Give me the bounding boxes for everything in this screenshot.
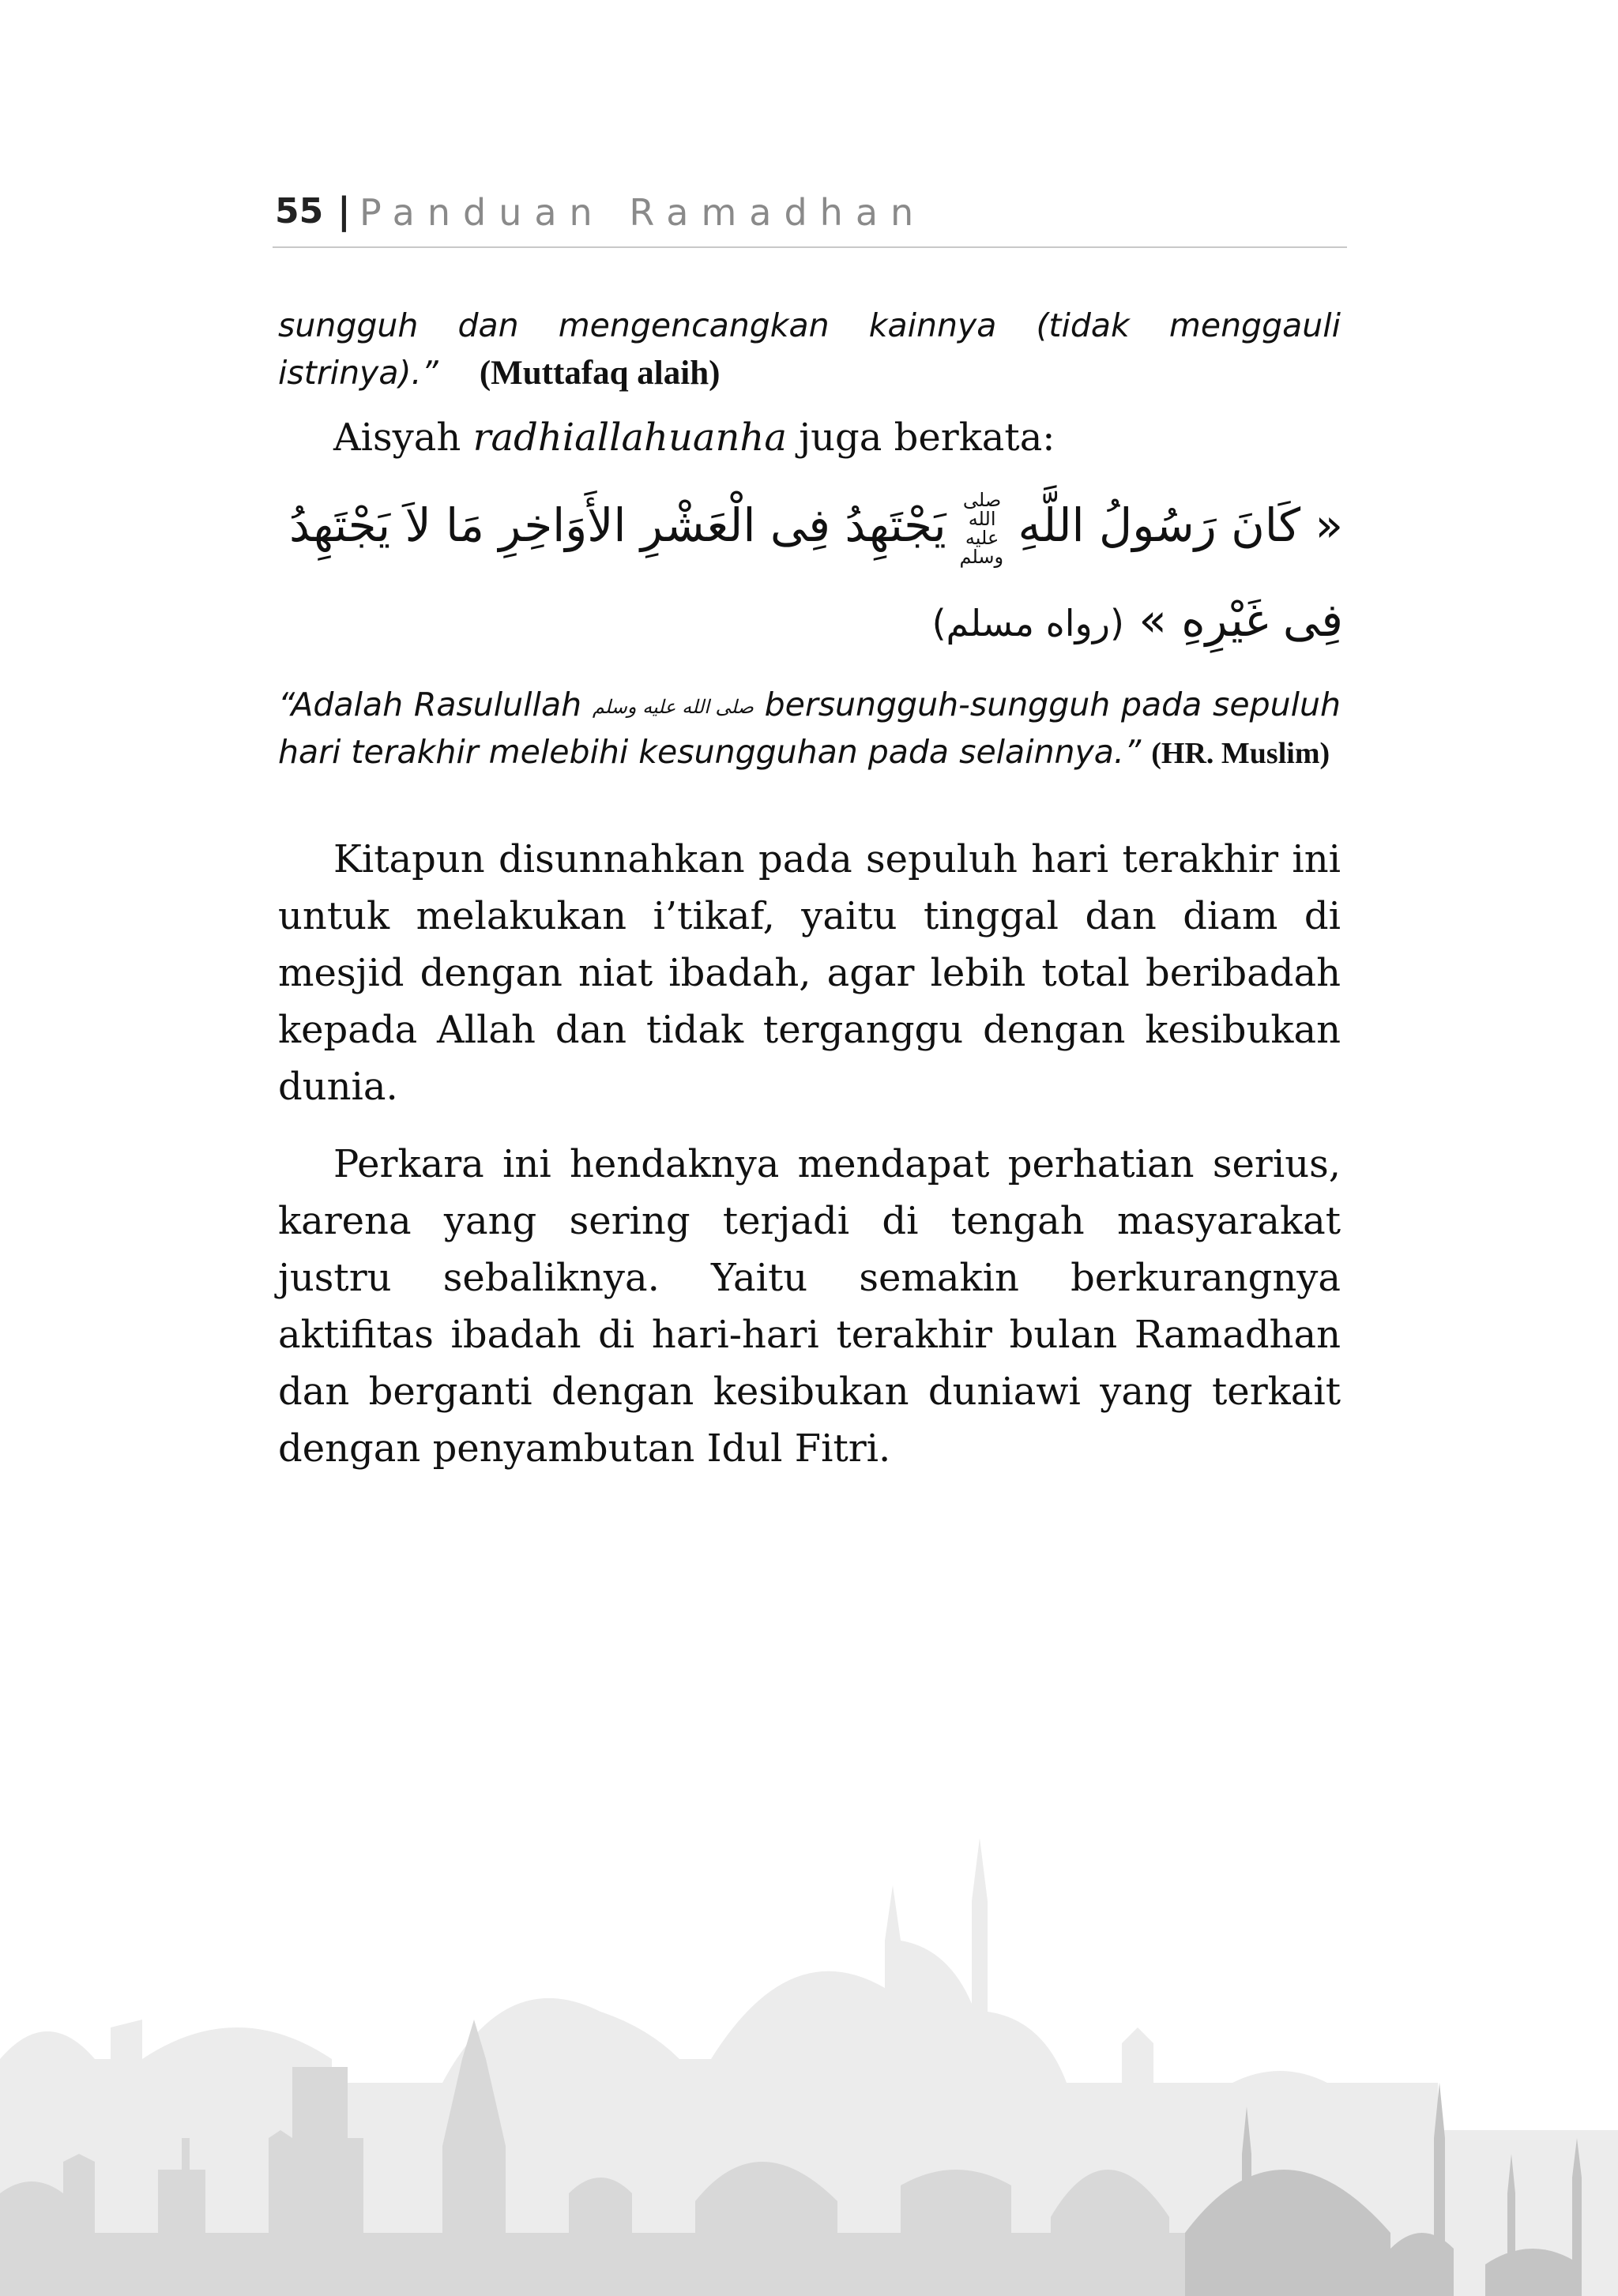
intro-rest: juga berkata: (799, 415, 1055, 460)
paragraph: Perkara ini hendaknya mendapat perhatian serius, karena yang sering terjadi di tengah masyarakat justru sebaliknya. Yaitu semakin berkurangnya aktifitas ibadah di hari-hari terakhir bulan Ramadhan dan berganti dengan kesibukan duniawi yang terkait dengan penyambutan Idul Fitri. (278, 1142, 1341, 1471)
paragraph: Kitapun disunnahkan pada sepuluh hari terakhir ini untuk melakukan i’tikaf, yaitu tinggal dan diam di mesjid dengan niat ibadah, agar lebih total beribadah kepada Allah dan tidak terganggu dengan kesibukan dunia. (278, 837, 1341, 1109)
saw-honorific: صلى الله عليه وسلم (592, 696, 754, 718)
quote-text: sungguh dan mengencangkan kainnya (tidak menggauli istrinya).” (Muttafaq alaih) (278, 306, 1341, 392)
quote-muslim (278, 681, 1341, 777)
header-separator: | (337, 190, 351, 232)
arabic-line-2: فِى غَيْرِهِ » (رواه مسلم) (931, 593, 1343, 647)
paragraph-perkara (278, 1136, 1341, 1477)
intro-name: Aisyah (333, 415, 461, 460)
quote-text: “Adalah Rasulullah صلى الله عليه وسلم bersungguh-sungguh pada sepuluh hari terakhir melebihi kesungguhan pada selainnya.” (HR. Muslim) (278, 686, 1341, 771)
mosque-skyline-illustration (0, 1822, 1618, 2296)
paragraph-itikaf (278, 831, 1341, 1115)
quote-source: (Muttafaq alaih) (479, 355, 721, 392)
quote-source: (HR. Muslim) (1151, 737, 1330, 770)
intro-honorific: radhiallahuanha (472, 415, 787, 460)
arabic-line-1: « كَانَ رَسُولُ اللَّهِ صلى الله عليه وسلم يَجْتَهِدُ فِى الْعَشْرِ الأَوَاخِرِ مَا لاَ يَجْتَهِدُ (288, 488, 1343, 568)
saw-honorific: صلى الله عليه وسلم (959, 488, 1004, 568)
book-title: Panduan Ramadhan (359, 191, 927, 234)
arabic-source: (رواه مسلم) (931, 602, 1124, 644)
intro-line (278, 409, 1341, 466)
page-header (273, 188, 1347, 248)
quote-muttafaq (278, 302, 1341, 397)
arabic-hadith (273, 482, 1343, 667)
page-number: 55 (275, 191, 324, 231)
